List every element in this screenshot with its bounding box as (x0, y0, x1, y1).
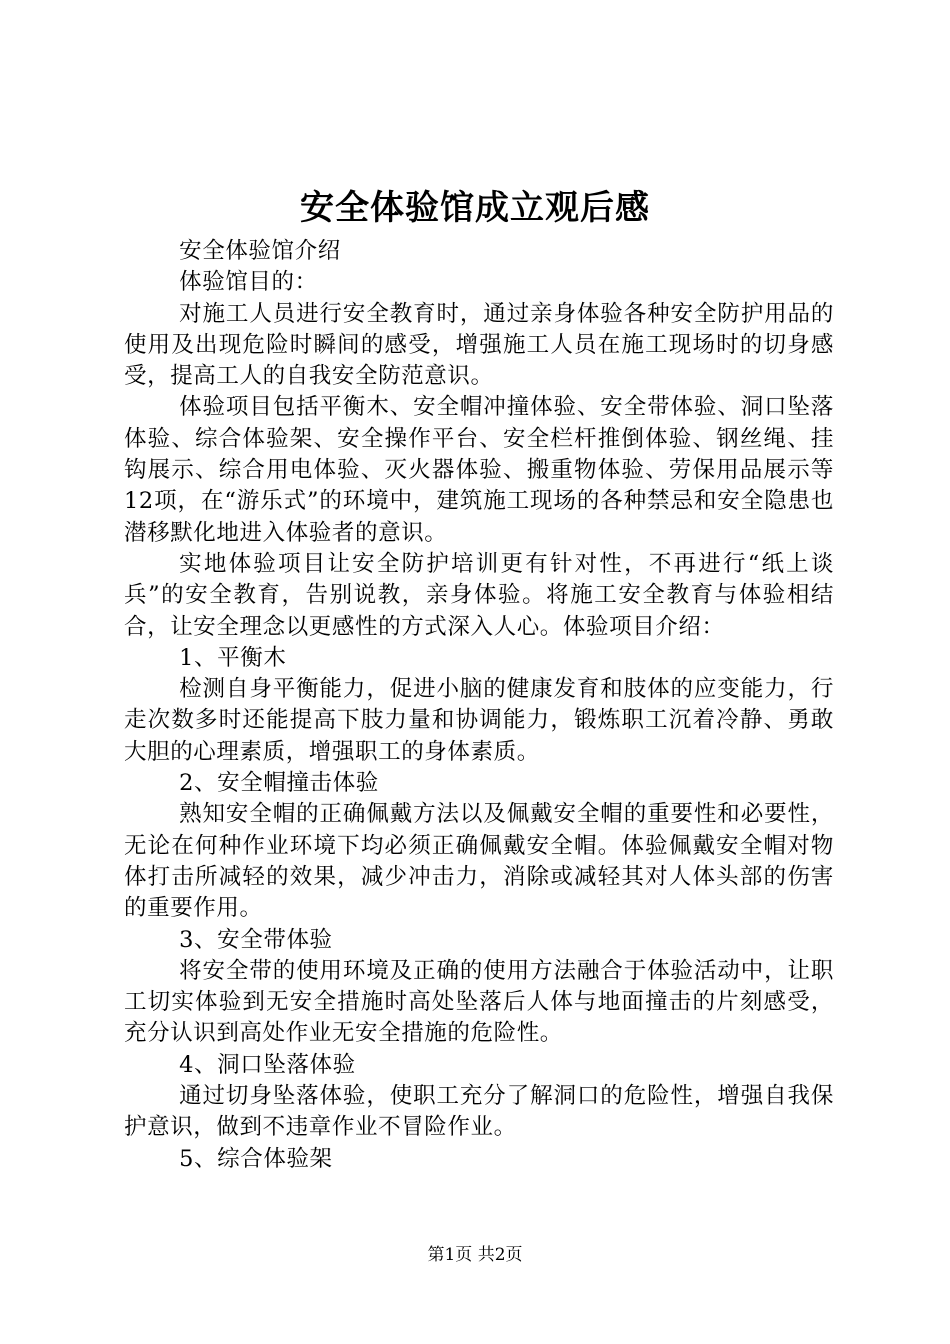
paragraph-intro-heading: 安全体验馆介绍 (179, 238, 341, 264)
section-heading-combined-frame: 5、综合体验架 (179, 1145, 333, 1172)
section-heading-safety-belt: 3、安全带体验 (179, 926, 333, 953)
paragraph-purpose: 对施工人员进行安全教育时，通过亲身体验各种安全防护用品的使用及出现危险时瞬间的感受，增强施工人员在施工现场时的切身感受，提高工人的自我安全防范意识。 (124, 300, 834, 390)
paragraph-items: 体验项目包括平衡木、安全帽冲撞体验、安全带体验、洞口坠落体验、综合体验架、安全操作平台、安全栏杆推倒体验、钢丝绳、挂钩展示、综合用电体验、灭火器体验、搬重物体验、劳保用品展示等12项，在“游乐式”的环境中，建筑施工现场的各种禁忌和安全隐患也潜移默化地进入体验者的意识。 (124, 394, 834, 546)
section-heading-balance-beam: 1、平衡木 (179, 644, 287, 671)
document-title: 安全体验馆成立观后感 (300, 188, 650, 228)
page-footer: 第1页 共2页 (427, 1245, 523, 1265)
paragraph-purpose-heading: 体验馆目的： (179, 269, 318, 296)
paragraph-balance-beam: 检测自身平衡能力，促进小脑的健康发育和肢体的应变能力，行走次数多时还能提高下肢力量和协调能力，锻炼职工沉着冷静、勇敢大胆的心理素质，增强职工的身体素质。 (124, 676, 834, 765)
paragraph-safety-belt: 将安全带的使用环境及正确的使用方法融合于体验活动中，让职工切实体验到无安全措施时高处坠落后人体与地面撞击的片刻感受，充分认识到高处作业无安全措施的危险性。 (124, 957, 834, 1047)
paragraph-opening-fall: 通过切身坠落体验，使职工充分了解洞口的危险性，增强自我保护意识，做到不违章作业不冒险作业。 (124, 1083, 834, 1141)
section-heading-opening-fall: 4、洞口坠落体验 (179, 1051, 356, 1078)
section-heading-helmet: 2、安全帽撞击体验 (179, 770, 379, 797)
document-body (124, 236, 834, 1175)
paragraph-field-experience: 实地体验项目让安全防护培训更有针对性，不再进行“纸上谈兵”的安全教育，告别说教，亲身体验。将施工安全教育与体验相结合，让安全理念以更感性的方式深入人心。体验项目介绍： (124, 550, 834, 640)
paragraph-helmet: 熟知安全帽的正确佩戴方法以及佩戴安全帽的重要性和必要性，无论在何种作业环境下均必须正确佩戴安全帽。体验佩戴安全帽对物体打击所减轻的效果，减少冲击力，消除或减轻其对人体头部的伤害的重要作用。 (124, 801, 834, 922)
